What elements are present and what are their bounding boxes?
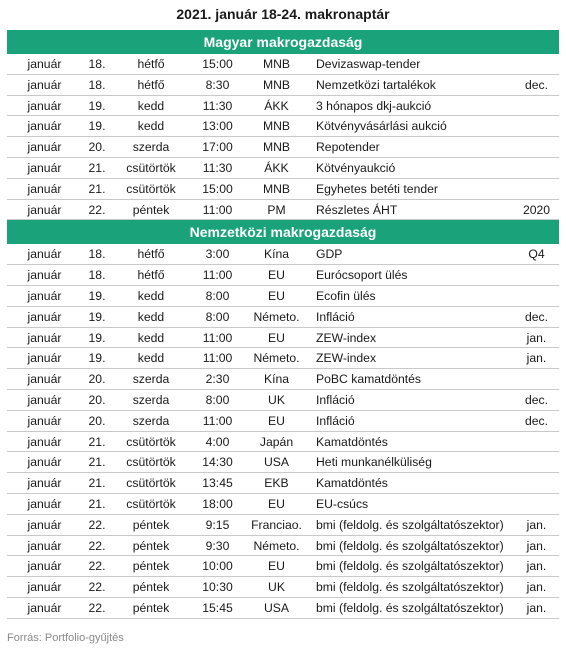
- period-cell: [514, 179, 559, 199]
- weekday-cell: hétfő: [137, 57, 165, 71]
- time-cell: 15:00: [202, 181, 233, 196]
- period-cell: dec.: [524, 77, 549, 92]
- source-cell: Németo.: [253, 309, 300, 324]
- event-cell: Infláció: [316, 413, 355, 428]
- source-cell: MNB: [262, 140, 291, 155]
- table-row: [7, 494, 559, 515]
- period-cell: dec.: [524, 392, 549, 407]
- source-cell: EU: [268, 559, 285, 574]
- month-cell: január: [27, 392, 62, 407]
- weekday-cell: péntek: [132, 202, 170, 217]
- source-cell: PM: [267, 202, 286, 217]
- time-cell: 8:00: [205, 392, 230, 407]
- event-cell: Ecofin ülés: [316, 288, 376, 303]
- day-cell: 21.: [88, 455, 106, 470]
- event-cell: Egyhetes betéti tender: [316, 181, 438, 196]
- weekday-cell: szerda: [132, 140, 170, 155]
- month-cell: január: [27, 160, 62, 175]
- period-cell: [514, 452, 559, 472]
- table-row: [7, 286, 559, 307]
- event-cell: GDP: [316, 247, 343, 262]
- section-heading: Nemzetközi makrogazdaság: [7, 220, 559, 244]
- table-row: [7, 577, 559, 598]
- weekday-cell: hétfő: [137, 268, 165, 283]
- time-cell: 3:00: [205, 247, 230, 262]
- day-cell: 20.: [88, 372, 106, 387]
- source-cell: Kína: [263, 372, 290, 387]
- time-cell: 9:30: [205, 538, 230, 553]
- table-row: [7, 75, 559, 96]
- day-cell: 22.: [88, 559, 106, 574]
- day-cell: 21.: [88, 476, 106, 491]
- weekday-cell: péntek: [132, 600, 170, 615]
- time-cell: 18:00: [202, 496, 233, 511]
- section-domestic: [7, 30, 559, 220]
- day-cell: 19.: [88, 351, 106, 366]
- time-cell: 11:00: [202, 351, 233, 366]
- period-cell: [514, 54, 559, 74]
- weekday-cell: csütörtök: [126, 434, 176, 449]
- time-cell: 11:30: [202, 160, 233, 175]
- period-cell: [514, 265, 559, 285]
- time-cell: 15:00: [202, 57, 233, 71]
- month-cell: január: [27, 330, 62, 345]
- month-cell: január: [27, 57, 62, 71]
- month-cell: január: [27, 98, 62, 113]
- weekday-cell: szerda: [132, 392, 170, 407]
- month-cell: január: [27, 455, 62, 470]
- weekday-cell: péntek: [132, 559, 170, 574]
- time-cell: 11:00: [202, 268, 233, 283]
- weekday-cell: szerda: [132, 413, 170, 428]
- time-cell: 10:00: [202, 559, 233, 574]
- event-cell: Devizaswap-tender: [316, 57, 421, 71]
- event-cell: PoBC kamatdöntés: [316, 372, 422, 387]
- day-cell: 21.: [88, 160, 106, 175]
- weekday-cell: kedd: [137, 98, 165, 113]
- table-row: [7, 598, 559, 619]
- day-cell: 22.: [88, 202, 106, 217]
- month-cell: január: [27, 119, 62, 134]
- source-cell: EU: [268, 496, 285, 511]
- month-cell: január: [27, 288, 62, 303]
- table-row: [7, 348, 559, 369]
- page-title: 2021. január 18-24. makronaptár: [176, 6, 390, 22]
- source-cell: MNB: [262, 119, 291, 134]
- event-cell: Repotender: [316, 140, 380, 155]
- table-row: [7, 556, 559, 577]
- month-cell: január: [27, 600, 62, 615]
- event-cell: bmi (feldolg. és szolgáltatószektor): [316, 559, 504, 574]
- source-cell: UK: [268, 580, 285, 595]
- table-row: [7, 473, 559, 494]
- weekday-cell: csütörtök: [126, 455, 176, 470]
- section-international: [7, 220, 559, 618]
- period-cell: jan.: [526, 600, 547, 615]
- period-cell: dec.: [524, 413, 549, 428]
- time-cell: 11:00: [202, 413, 233, 428]
- period-cell: jan.: [526, 580, 547, 595]
- period-cell: [514, 96, 559, 116]
- day-cell: 19.: [88, 330, 106, 345]
- time-cell: 4:00: [205, 434, 230, 449]
- table-row: [7, 390, 559, 411]
- weekday-cell: hétfő: [137, 247, 165, 262]
- weekday-cell: csütörtök: [126, 160, 176, 175]
- period-cell: Q4: [528, 247, 545, 262]
- day-cell: 18.: [88, 77, 106, 92]
- period-cell: [514, 116, 559, 136]
- source-cell: EU: [268, 268, 285, 283]
- month-cell: január: [27, 247, 62, 262]
- period-cell: jan.: [526, 538, 547, 553]
- source-note: Forrás: Portfolio-gyűjtés: [7, 632, 124, 644]
- month-cell: január: [27, 309, 62, 324]
- table-row: [7, 515, 559, 536]
- source-cell: Franciao.: [251, 517, 302, 532]
- month-cell: január: [27, 434, 62, 449]
- day-cell: 19.: [88, 288, 106, 303]
- source-cell: USA: [263, 455, 290, 470]
- table-row: [7, 328, 559, 349]
- source-cell: UK: [268, 392, 285, 407]
- month-cell: január: [27, 476, 62, 491]
- table-row: [7, 536, 559, 557]
- day-cell: 22.: [88, 580, 106, 595]
- source-cell: USA: [263, 600, 290, 615]
- event-cell: bmi (feldolg. és szolgáltatószektor): [316, 538, 504, 553]
- section-heading: Magyar makrogazdaság: [7, 30, 559, 54]
- source-cell: MNB: [262, 57, 291, 71]
- table-row: [7, 200, 559, 221]
- source-cell: MNB: [262, 77, 291, 92]
- day-cell: 18.: [88, 57, 106, 71]
- source-cell: EU: [268, 330, 285, 345]
- period-cell: [514, 432, 559, 452]
- period-cell: jan.: [526, 330, 547, 345]
- event-cell: Kamatdöntés: [316, 476, 388, 491]
- table-row: [7, 137, 559, 158]
- table-row: [7, 432, 559, 453]
- day-cell: 22.: [88, 538, 106, 553]
- period-cell: [514, 369, 559, 389]
- table-row: [7, 158, 559, 179]
- event-cell: Kötvényvásárlási aukció: [316, 119, 447, 134]
- day-cell: 20.: [88, 392, 106, 407]
- time-cell: 8:00: [205, 309, 230, 324]
- source-cell: Németo.: [253, 538, 300, 553]
- time-cell: 8:30: [205, 77, 230, 92]
- time-cell: 13:00: [202, 119, 233, 134]
- table-row: [7, 307, 559, 328]
- event-cell: Kamatdöntés: [316, 434, 388, 449]
- source-cell: MNB: [262, 181, 291, 196]
- period-cell: [514, 473, 559, 493]
- day-cell: 21.: [88, 434, 106, 449]
- weekday-cell: szerda: [132, 372, 170, 387]
- time-cell: 9:15: [205, 517, 230, 532]
- source-cell: ÁKK: [264, 160, 289, 175]
- event-cell: Infláció: [316, 392, 355, 407]
- time-cell: 15:45: [202, 600, 233, 615]
- period-cell: [514, 137, 559, 157]
- month-cell: január: [27, 517, 62, 532]
- section-rows: [7, 54, 559, 220]
- table-row: [7, 179, 559, 200]
- month-cell: január: [27, 181, 62, 196]
- time-cell: 8:00: [205, 288, 230, 303]
- event-cell: ZEW-index: [316, 330, 377, 345]
- weekday-cell: csütörtök: [126, 476, 176, 491]
- day-cell: 21.: [88, 181, 106, 196]
- time-cell: 10:30: [202, 580, 233, 595]
- time-cell: 11:30: [202, 98, 233, 113]
- month-cell: január: [27, 351, 62, 366]
- event-cell: Infláció: [316, 309, 355, 324]
- source-cell: EU: [268, 413, 285, 428]
- time-cell: 2:30: [205, 372, 230, 387]
- time-cell: 13:45: [202, 476, 233, 491]
- time-cell: 14:30: [202, 455, 233, 470]
- period-cell: [514, 158, 559, 178]
- source-cell: Japán: [259, 434, 294, 449]
- period-cell: jan.: [526, 517, 547, 532]
- weekday-cell: kedd: [137, 288, 165, 303]
- time-cell: 11:00: [202, 202, 233, 217]
- day-cell: 18.: [88, 268, 106, 283]
- day-cell: 19.: [88, 309, 106, 324]
- time-cell: 17:00: [202, 140, 233, 155]
- month-cell: január: [27, 140, 62, 155]
- event-cell: 3 hónapos dkj-aukció: [316, 98, 432, 113]
- period-cell: jan.: [526, 351, 547, 366]
- day-cell: 19.: [88, 98, 106, 113]
- period-cell: dec.: [524, 309, 549, 324]
- day-cell: 20.: [88, 413, 106, 428]
- table-row: [7, 96, 559, 117]
- day-cell: 21.: [88, 496, 106, 511]
- month-cell: január: [27, 496, 62, 511]
- table-row: [7, 54, 559, 75]
- table-row: [7, 411, 559, 432]
- period-cell: 2020: [522, 202, 551, 217]
- weekday-cell: kedd: [137, 309, 165, 324]
- time-cell: 11:00: [202, 330, 233, 345]
- weekday-cell: péntek: [132, 580, 170, 595]
- weekday-cell: kedd: [137, 330, 165, 345]
- weekday-cell: kedd: [137, 119, 165, 134]
- weekday-cell: csütörtök: [126, 181, 176, 196]
- weekday-cell: péntek: [132, 517, 170, 532]
- event-cell: bmi (feldolg. és szolgáltatószektor): [316, 600, 504, 615]
- calendar-table: [7, 30, 559, 619]
- event-cell: ZEW-index: [316, 351, 377, 366]
- month-cell: január: [27, 538, 62, 553]
- month-cell: január: [27, 202, 62, 217]
- weekday-cell: péntek: [132, 538, 170, 553]
- event-cell: Eurócsoport ülés: [316, 268, 408, 283]
- source-cell: Németo.: [253, 351, 300, 366]
- period-cell: [514, 286, 559, 306]
- month-cell: január: [27, 413, 62, 428]
- table-row: [7, 265, 559, 286]
- day-cell: 20.: [88, 140, 106, 155]
- event-cell: bmi (feldolg. és szolgáltatószektor): [316, 580, 504, 595]
- weekday-cell: kedd: [137, 351, 165, 366]
- table-row: [7, 369, 559, 390]
- event-cell: Részletes ÁHT: [316, 202, 398, 217]
- source-cell: Kína: [263, 247, 290, 262]
- source-cell: EU: [268, 288, 285, 303]
- month-cell: január: [27, 77, 62, 92]
- event-cell: Nemzetközi tartalékok: [316, 77, 436, 92]
- weekday-cell: csütörtök: [126, 496, 176, 511]
- source-cell: EKB: [264, 476, 289, 491]
- weekday-cell: hétfő: [137, 77, 165, 92]
- section-rows: [7, 244, 559, 618]
- table-row: [7, 116, 559, 137]
- period-cell: [514, 494, 559, 514]
- day-cell: 22.: [88, 600, 106, 615]
- event-cell: Kötvényaukció: [316, 160, 396, 175]
- source-cell: ÁKK: [264, 98, 289, 113]
- month-cell: január: [27, 268, 62, 283]
- table-row: [7, 244, 559, 265]
- day-cell: 18.: [88, 247, 106, 262]
- event-cell: EU-csúcs: [316, 496, 369, 511]
- event-cell: bmi (feldolg. és szolgáltatószektor): [316, 517, 504, 532]
- event-cell: Heti munkanélküliség: [316, 455, 432, 470]
- day-cell: 19.: [88, 119, 106, 134]
- month-cell: január: [27, 372, 62, 387]
- table-row: [7, 452, 559, 473]
- day-cell: 22.: [88, 517, 106, 532]
- period-cell: jan.: [526, 559, 547, 574]
- month-cell: január: [27, 580, 62, 595]
- month-cell: január: [27, 559, 62, 574]
